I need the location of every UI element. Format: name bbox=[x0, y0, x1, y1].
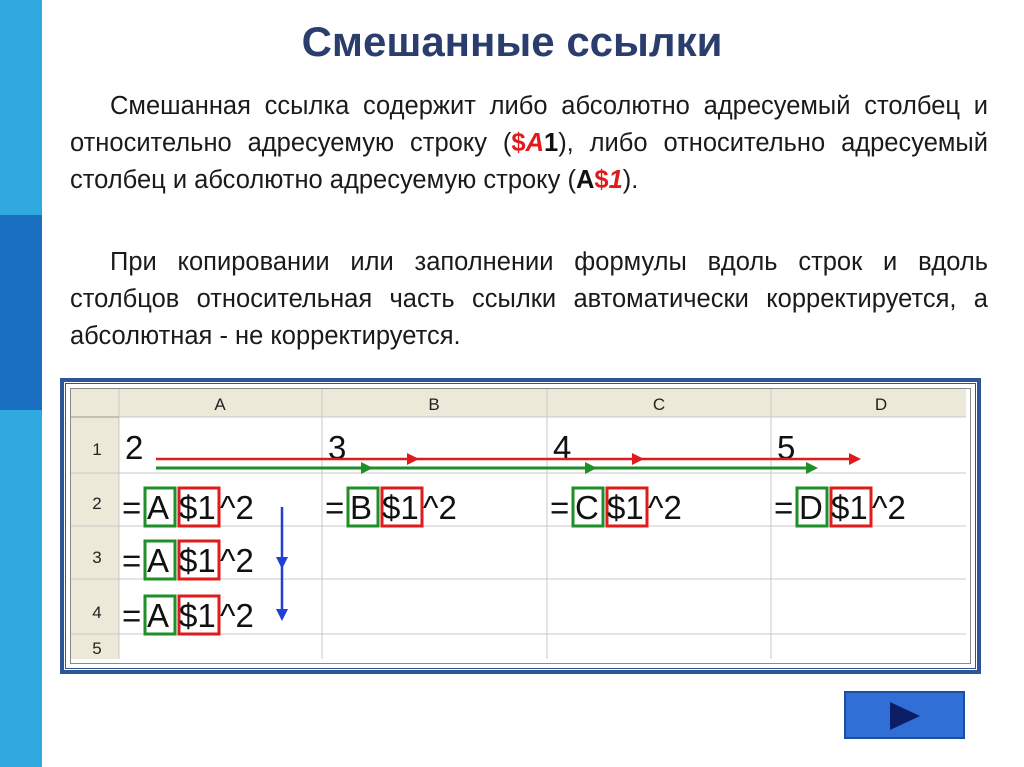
row-header-5: 5 bbox=[92, 639, 102, 658]
red-fill-arrow bbox=[156, 453, 861, 465]
cell-d1: 5 bbox=[777, 429, 796, 466]
formula-a4: = A $1 ^2 bbox=[122, 597, 254, 634]
formula-a2: = A $1 ^2 bbox=[122, 489, 254, 526]
col-header-d: D bbox=[874, 395, 888, 414]
ref-dollar-a1-col: A bbox=[525, 129, 544, 157]
ref-a-dollar1-col: A bbox=[575, 166, 595, 194]
ref-a-dollar1-row: 1 bbox=[608, 166, 623, 194]
play-next-icon bbox=[890, 702, 920, 730]
cell-b1: 3 bbox=[328, 429, 347, 466]
col-header-b: B bbox=[428, 395, 440, 414]
spreadsheet-frame bbox=[60, 378, 981, 674]
ref-dollar-a1-row: 1 bbox=[544, 129, 559, 157]
row-header-1: 1 bbox=[92, 440, 102, 459]
slide-title: Смешанные ссылки bbox=[301, 18, 723, 65]
row-header-3: 3 bbox=[92, 548, 102, 567]
spreadsheet-grid bbox=[71, 389, 966, 659]
row-header-2: 2 bbox=[92, 494, 102, 513]
spreadsheet bbox=[70, 388, 971, 664]
blue-down-arrow bbox=[276, 507, 288, 621]
paragraph-mixed-reference: Смешанная ссылка содержит либо абсолютно адресуемый столбец и относительно адресуемую строку ($A1), либо относительно адресуемый столбец и абсолютно адресуемую строку (A$1). bbox=[70, 92, 988, 194]
sidebar-accent bbox=[0, 215, 42, 410]
paragraph-copying: При копировании или заполнении формулы вдоль строк и вдоль столбцов относительная часть ссылки автоматически корректируется, а абсолютная - не корректируется. bbox=[70, 248, 988, 350]
next-slide-button[interactable] bbox=[844, 691, 965, 739]
cell-a1: 2 bbox=[125, 429, 144, 466]
formula-c2: = C $1 ^2 bbox=[550, 489, 682, 526]
formula-d2: = D $1 ^2 bbox=[774, 489, 906, 526]
ref-a-dollar1-dollar: $ bbox=[594, 166, 609, 194]
formula-a3: = A $1 ^2 bbox=[122, 542, 254, 579]
green-fill-arrow bbox=[156, 462, 818, 474]
col-header-c: C bbox=[652, 395, 666, 414]
row-header-4: 4 bbox=[92, 603, 102, 622]
formula-b2: = B $1 ^2 bbox=[325, 489, 457, 526]
ref-dollar-a1-dollar: $ bbox=[511, 129, 526, 157]
col-header-a: A bbox=[214, 395, 226, 414]
cell-c1: 4 bbox=[553, 429, 572, 466]
